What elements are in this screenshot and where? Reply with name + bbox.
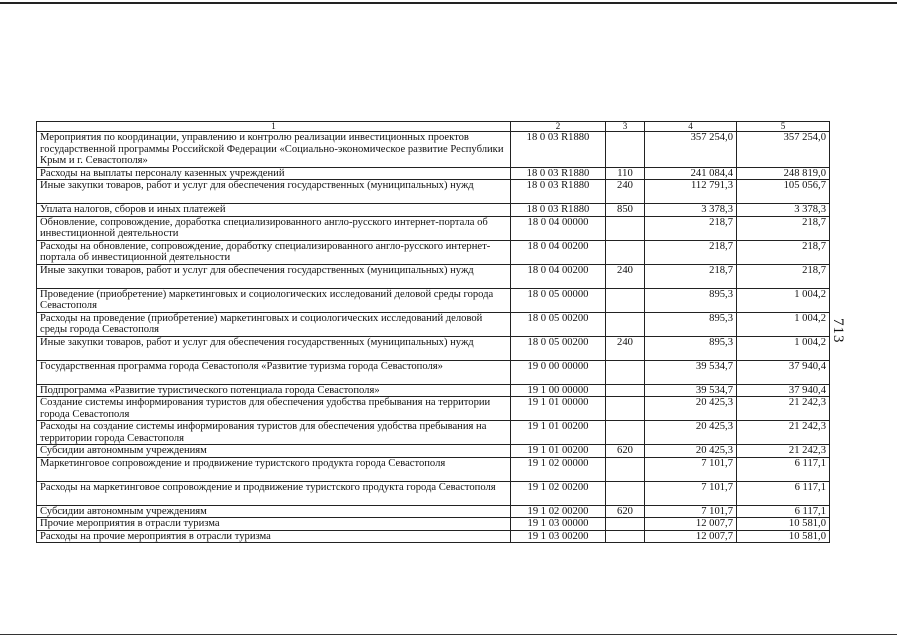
row-value-cell: 6 117,1 [737,457,830,481]
row-name-cell: Создание системы информирования туристов для обеспечения удобства пребывания на территории города Севастополя [37,397,511,421]
row-name-cell: Расходы на обновление, сопровождение, доработку специализированного англо-русского интернет-портала об инвестиционной деятельности [37,240,511,264]
table-row [37,518,830,531]
row-value-cell: 10 581,0 [737,530,830,543]
table-row [37,457,830,481]
column-header: 2 [511,122,606,132]
row-type-cell [606,457,645,481]
row-name-cell: Обновление, сопровождение, доработка специализированного англо-русского интернет-портала об инвестиционной деятельности [37,216,511,240]
row-name-cell: Подпрограмма «Развитие туристического потенциала города Севастополя» [37,384,511,397]
row-value-cell: 105 056,7 [737,180,830,204]
row-type-cell: 110 [606,167,645,180]
column-number-row [37,122,830,132]
row-value-cell: 112 791,3 [645,180,737,204]
row-code-cell: 19 1 01 00000 [511,397,606,421]
row-type-cell: 240 [606,264,645,288]
table-row [37,421,830,445]
row-value-cell: 21 242,3 [737,445,830,458]
row-type-cell [606,530,645,543]
row-code-cell: 19 1 02 00200 [511,505,606,518]
row-value-cell: 10 581,0 [737,518,830,531]
column-header: 4 [645,122,737,132]
table-row [37,204,830,217]
row-value-cell: 1 004,2 [737,312,830,336]
row-type-cell [606,384,645,397]
row-name-cell: Иные закупки товаров, работ и услуг для обеспечения государственных (муниципальных) нужд [37,180,511,204]
table-row [37,505,830,518]
row-code-cell: 19 1 00 00000 [511,384,606,397]
row-value-cell: 12 007,7 [645,530,737,543]
row-code-cell: 19 1 03 00200 [511,530,606,543]
column-header: 1 [37,122,511,132]
row-code-cell: 18 0 03 R1880 [511,167,606,180]
row-code-cell: 19 1 02 00000 [511,457,606,481]
row-type-cell [606,288,645,312]
table-row [37,240,830,264]
table-row [37,530,830,543]
table-row [37,384,830,397]
row-code-cell: 18 0 05 00200 [511,336,606,360]
row-name-cell: Проведение (приобретение) маркетинговых и социологических исследований деловой среды города Севастополя [37,288,511,312]
row-value-cell: 39 534,7 [645,384,737,397]
row-code-cell: 19 1 01 00200 [511,445,606,458]
row-name-cell: Государственная программа города Севастополя «Развитие туризма города Севастополя» [37,360,511,384]
row-value-cell: 357 254,0 [645,132,737,168]
row-name-cell: Расходы на создание системы информирования туристов для обеспечения удобства пребывания на территории города Севастополя [37,421,511,445]
row-value-cell: 1 004,2 [737,336,830,360]
row-name-cell: Расходы на маркетинговое сопровождение и продвижение туристского продукта города Севастополя [37,481,511,505]
row-value-cell: 3 378,3 [645,204,737,217]
row-value-cell: 895,3 [645,336,737,360]
row-type-cell [606,132,645,168]
column-header: 5 [737,122,830,132]
row-value-cell: 218,7 [737,264,830,288]
row-value-cell: 6 117,1 [737,481,830,505]
row-type-cell: 240 [606,336,645,360]
row-value-cell: 21 242,3 [737,421,830,445]
row-code-cell: 19 1 03 00000 [511,518,606,531]
row-type-cell: 620 [606,505,645,518]
top-border-line [0,2,897,4]
column-header: 3 [606,122,645,132]
row-code-cell: 18 0 04 00200 [511,240,606,264]
row-code-cell: 18 0 05 00000 [511,288,606,312]
row-value-cell: 3 378,3 [737,204,830,217]
row-value-cell: 20 425,3 [645,445,737,458]
row-code-cell: 18 0 03 R1880 [511,132,606,168]
row-value-cell: 7 101,7 [645,457,737,481]
row-value-cell: 20 425,3 [645,397,737,421]
row-value-cell: 7 101,7 [645,505,737,518]
bottom-border-line [0,634,897,635]
row-value-cell: 241 084,4 [645,167,737,180]
row-value-cell: 248 819,0 [737,167,830,180]
row-name-cell: Иные закупки товаров, работ и услуг для обеспечения государственных (муниципальных) нужд [37,264,511,288]
row-type-cell [606,421,645,445]
row-name-cell: Иные закупки товаров, работ и услуг для обеспечения государственных (муниципальных) нужд [37,336,511,360]
row-name-cell: Расходы на проведение (приобретение) маркетинговых и социологических исследований деловой среды города Севастополя [37,312,511,336]
row-name-cell: Расходы на выплаты персоналу казенных учреждений [37,167,511,180]
row-code-cell: 18 0 05 00200 [511,312,606,336]
table-row [37,167,830,180]
row-name-cell: Маркетинговое сопровождение и продвижение туристского продукта города Севастополя [37,457,511,481]
table-row [37,216,830,240]
row-code-cell: 19 0 00 00000 [511,360,606,384]
budget-table [36,121,830,543]
row-code-cell: 19 1 02 00200 [511,481,606,505]
row-value-cell: 20 425,3 [645,421,737,445]
row-value-cell: 895,3 [645,288,737,312]
row-code-cell: 18 0 03 R1880 [511,204,606,217]
row-type-cell [606,360,645,384]
row-code-cell: 18 0 04 00200 [511,264,606,288]
table-row [37,336,830,360]
table-row [37,180,830,204]
row-value-cell: 218,7 [645,216,737,240]
table-row [37,481,830,505]
row-name-cell: Расходы на прочие мероприятия в отрасли туризма [37,530,511,543]
row-value-cell: 37 940,4 [737,384,830,397]
row-value-cell: 218,7 [737,216,830,240]
row-value-cell: 6 117,1 [737,505,830,518]
table-row [37,445,830,458]
row-name-cell: Мероприятия по координации, управлению и контролю реализации инвестиционных проектов государственной программы Российской Федерации «Социально-экономическое развитие Республики Крым и г. Севастополя» [37,132,511,168]
row-value-cell: 12 007,7 [645,518,737,531]
row-code-cell: 18 0 03 R1880 [511,180,606,204]
table-row [37,312,830,336]
table-row [37,132,830,168]
row-name-cell: Прочие мероприятия в отрасли туризма [37,518,511,531]
row-value-cell: 218,7 [645,240,737,264]
table-row [37,360,830,384]
row-value-cell: 39 534,7 [645,360,737,384]
row-type-cell [606,312,645,336]
row-type-cell: 850 [606,204,645,217]
table-row [37,288,830,312]
row-value-cell: 357 254,0 [737,132,830,168]
table-row [37,264,830,288]
row-value-cell: 7 101,7 [645,481,737,505]
row-type-cell: 620 [606,445,645,458]
row-name-cell: Уплата налогов, сборов и иных платежей [37,204,511,217]
row-type-cell [606,481,645,505]
row-type-cell [606,397,645,421]
row-name-cell: Субсидии автономным учреждениям [37,505,511,518]
row-value-cell: 21 242,3 [737,397,830,421]
row-type-cell [606,216,645,240]
row-value-cell: 37 940,4 [737,360,830,384]
row-type-cell [606,240,645,264]
row-value-cell: 218,7 [737,240,830,264]
row-code-cell: 18 0 04 00000 [511,216,606,240]
row-type-cell [606,518,645,531]
row-value-cell: 895,3 [645,312,737,336]
row-value-cell: 1 004,2 [737,288,830,312]
row-value-cell: 218,7 [645,264,737,288]
table-row [37,397,830,421]
row-name-cell: Субсидии автономным учреждениям [37,445,511,458]
row-code-cell: 19 1 01 00200 [511,421,606,445]
row-type-cell: 240 [606,180,645,204]
page-number: 713 [830,318,846,344]
